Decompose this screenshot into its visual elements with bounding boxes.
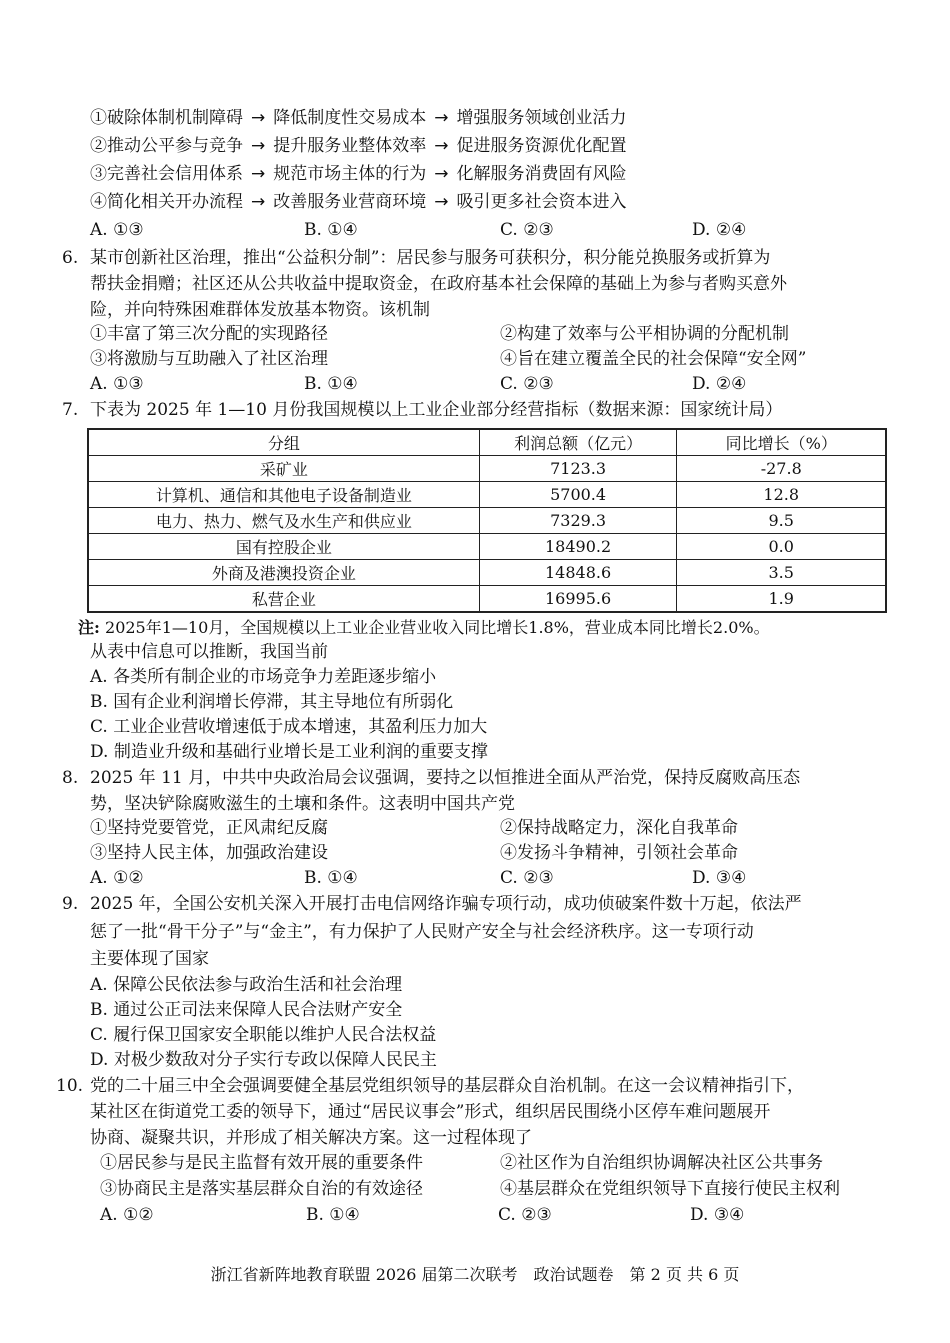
col-header-group: 分组	[88, 429, 479, 456]
q5-chain-3: ③完善社会信用体系 → 规范市场主体的行为 → 化解服务消费固有风险	[90, 164, 627, 184]
cell-growth: 9.5	[677, 508, 886, 534]
q6-option-a[interactable]: A. ①③	[90, 374, 144, 394]
q8-option-c[interactable]: C. ②③	[500, 868, 554, 888]
cell-growth: 0.0	[677, 534, 886, 560]
cell-group: 私营企业	[88, 586, 479, 613]
q6-options	[90, 372, 890, 396]
q10-option-a[interactable]: A. ①②	[100, 1205, 154, 1225]
cell-growth: 1.9	[677, 586, 886, 613]
arrow-icon: →	[434, 108, 449, 128]
q8-option-a[interactable]: A. ①②	[90, 868, 144, 888]
cell-profit: 16995.6	[479, 586, 677, 613]
q5-options	[90, 218, 890, 242]
q6-stem-line-2: 帮扶金捐赠；社区还从公共收益中提取资金，在政府基本社会保障的基础上为参与者购买意外	[90, 274, 787, 294]
q7-option-d[interactable]: D. 制造业升级和基础行业增长是工业利润的重要支撑	[90, 742, 488, 762]
col-header-profit: 利润总额（亿元）	[479, 429, 677, 456]
q7-data-table	[87, 428, 887, 613]
q10-item-1: ①居民参与是民主监督有效开展的重要条件	[100, 1153, 423, 1173]
cell-profit: 14848.6	[479, 560, 677, 586]
arrow-icon: →	[251, 192, 266, 212]
q8-stem-line-1: 2025 年 11 月，中共中央政治局会议强调，要持之以恒推进全面从严治党，保持反腐败高压态	[90, 768, 801, 788]
table-row	[88, 586, 886, 613]
arrow-icon: →	[434, 136, 449, 156]
q10-stem-line-1: 党的二十届三中全会强调要健全基层党组织领导的基层群众自治机制。在这一会议精神指引下，	[90, 1076, 804, 1096]
q7-note	[78, 616, 770, 640]
q5-chain-2: ②推动公平参与竞争 → 提升服务业整体效率 → 促进服务资源优化配置	[90, 136, 627, 156]
cell-group: 电力、热力、燃气及水生产和供应业	[88, 508, 479, 534]
arrow-icon: →	[251, 108, 266, 128]
q5-chain-1: ①破除体制机制障碍 → 降低制度性交易成本 → 增强服务领域创业活力	[90, 108, 627, 128]
q5-option-d[interactable]: D. ②④	[692, 220, 747, 240]
q6-stem-line-3: 险，并向特殊困难群体发放基本物资。该机制	[90, 300, 430, 320]
cell-profit: 7329.3	[479, 508, 677, 534]
table-row	[88, 508, 886, 534]
q9-number: 9.	[62, 894, 79, 914]
q10-option-c[interactable]: C. ②③	[498, 1205, 552, 1225]
cell-group: 采矿业	[88, 456, 479, 482]
q5-option-b[interactable]: B. ①④	[304, 220, 358, 240]
table-row	[88, 482, 886, 508]
q10-option-d[interactable]: D. ③④	[690, 1205, 745, 1225]
q8-item-2: ②保持战略定力，深化自我革命	[500, 818, 738, 838]
q9-stem-line-2: 惩了一批“骨干分子”与“金主”，有力保护了人民财产安全与社会经济秩序。这一专项行动	[90, 922, 754, 942]
q10-stem-line-3: 协商、凝聚共识，并形成了相关解决方案。这一过程体现了	[90, 1128, 532, 1148]
q7-number: 7.	[62, 400, 79, 420]
q9-option-b[interactable]: B. 通过公正司法来保障人民合法财产安全	[90, 1000, 403, 1020]
q7-stem: 下表为 2025 年 1—10 月份我国规模以上工业企业部分经营指标（数据来源：国家统计局）	[90, 400, 783, 420]
q7-option-c[interactable]: C. 工业企业营收增速低于成本增速，其盈利压力加大	[90, 717, 488, 737]
page-footer: 浙江省新阵地教育联盟 2026 届第二次联考 政治试题卷 第 2 页 共 6 页	[210, 1265, 740, 1284]
arrow-icon: →	[434, 164, 449, 184]
q7-option-a[interactable]: A. 各类所有制企业的市场竞争力差距逐步缩小	[90, 667, 437, 687]
q6-option-b[interactable]: B. ①④	[304, 374, 358, 394]
q6-stem-line-1: 某市创新社区治理，推出“公益积分制”：居民参与服务可获积分，积分能兑换服务或折算为	[90, 248, 771, 268]
q6-option-d[interactable]: D. ②④	[692, 374, 747, 394]
arrow-icon: →	[251, 136, 266, 156]
q8-stem-line-2: 势，坚决铲除腐败滋生的土壤和条件。这表明中国共产党	[90, 794, 515, 814]
q8-option-b[interactable]: B. ①④	[304, 868, 358, 888]
q7-option-b[interactable]: B. 国有企业利润增长停滞，其主导地位有所弱化	[90, 692, 454, 712]
cell-growth: 12.8	[677, 482, 886, 508]
q7-question: 从表中信息可以推断，我国当前	[90, 642, 328, 662]
q8-item-1: ①坚持党要管党，正风肃纪反腐	[90, 818, 328, 838]
arrow-icon: →	[251, 164, 266, 184]
q9-option-a[interactable]: A. 保障公民依法参与政治生活和社会治理	[90, 975, 403, 995]
q8-item-4: ④发扬斗争精神，引领社会革命	[500, 843, 738, 863]
cell-profit: 7123.3	[479, 456, 677, 482]
q9-stem-line-3: 主要体现了国家	[90, 949, 209, 969]
arrow-icon: →	[434, 192, 449, 212]
cell-profit: 18490.2	[479, 534, 677, 560]
q6-number: 6.	[62, 248, 79, 268]
cell-growth: 3.5	[677, 560, 886, 586]
col-header-growth: 同比增长（%）	[677, 429, 886, 456]
q7-note-text: 2025年1—10月，全国规模以上工业企业营业收入同比增长1.8%，营业成本同比增长2.0%。	[105, 618, 770, 637]
q10-option-b[interactable]: B. ①④	[306, 1205, 360, 1225]
q6-item-3: ③将激励与互助融入了社区治理	[90, 349, 328, 369]
table-row	[88, 534, 886, 560]
q9-stem-line-1: 2025 年，全国公安机关深入开展打击电信网络诈骗专项行动，成功侦破案件数十万起，依法严	[90, 894, 802, 914]
cell-group: 外商及港澳投资企业	[88, 560, 479, 586]
q6-item-2: ②构建了效率与公平相协调的分配机制	[500, 324, 789, 344]
q5-option-c[interactable]: C. ②③	[500, 220, 554, 240]
q8-item-3: ③坚持人民主体，加强政治建设	[90, 843, 328, 863]
q10-item-4: ④基层群众在党组织领导下直接行使民主权利	[500, 1179, 840, 1199]
q10-stem-line-2: 某社区在街道党工委的领导下，通过“居民议事会”形式，组织居民围绕小区停车难问题展开	[90, 1102, 771, 1122]
cell-group: 计算机、通信和其他电子设备制造业	[88, 482, 479, 508]
q10-number: 10.	[56, 1076, 84, 1096]
table-row	[88, 456, 886, 482]
cell-profit: 5700.4	[479, 482, 677, 508]
q5-chain-4: ④简化相关开办流程 → 改善服务业营商环境 → 吸引更多社会资本进入	[90, 192, 627, 212]
q8-options	[90, 866, 890, 890]
q5-option-a[interactable]: A. ①③	[90, 220, 144, 240]
cell-group: 国有控股企业	[88, 534, 479, 560]
q10-item-2: ②社区作为自治组织协调解决社区公共事务	[500, 1153, 823, 1173]
q9-option-c[interactable]: C. 履行保卫国家安全职能以维护人民合法权益	[90, 1025, 437, 1045]
q6-item-1: ①丰富了第三次分配的实现路径	[90, 324, 328, 344]
table-row	[88, 560, 886, 586]
cell-growth: -27.8	[677, 456, 886, 482]
q8-option-d[interactable]: D. ③④	[692, 868, 747, 888]
table-header-row	[88, 429, 886, 456]
q8-number: 8.	[62, 768, 79, 788]
q10-options	[100, 1203, 900, 1227]
q6-option-c[interactable]: C. ②③	[500, 374, 554, 394]
q10-item-3: ③协商民主是落实基层群众自治的有效途径	[100, 1179, 423, 1199]
q9-option-d[interactable]: D. 对极少数敌对分子实行专政以保障人民民主	[90, 1050, 437, 1070]
q7-note-label: 注:	[78, 618, 100, 637]
q6-item-4: ④旨在建立覆盖全民的社会保障“安全网”	[500, 349, 807, 369]
